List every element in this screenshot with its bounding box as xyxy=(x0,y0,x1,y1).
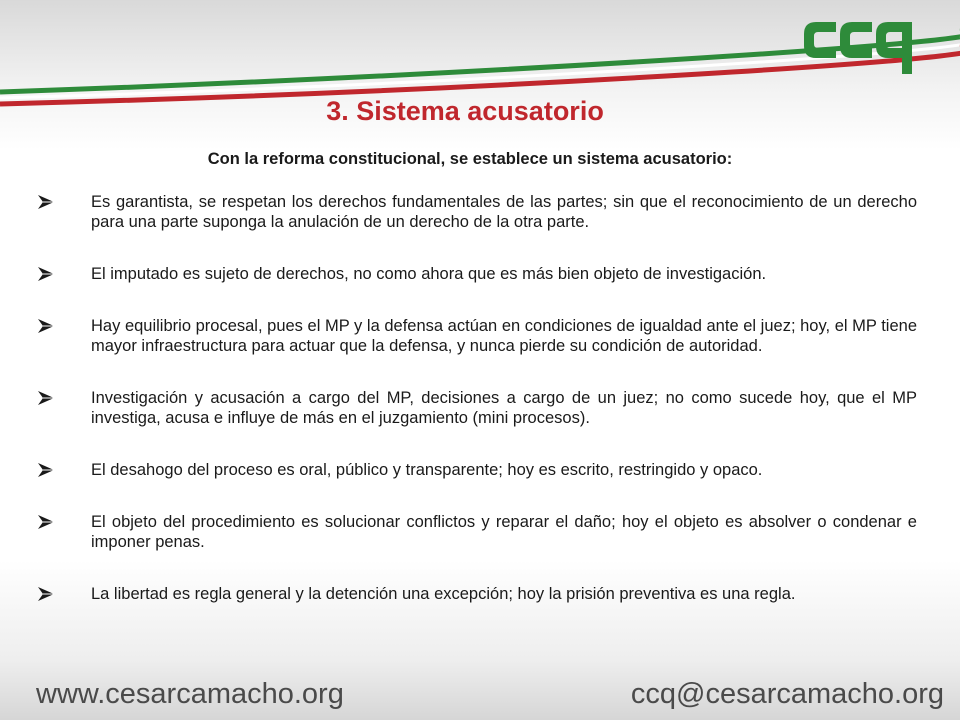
arrow-bullet-icon xyxy=(37,586,55,602)
bullet-item xyxy=(37,512,917,552)
slide-title: 3. Sistema acusatorio xyxy=(326,96,604,126)
bullet-item xyxy=(37,316,917,356)
bullet-item xyxy=(37,264,917,284)
ccq-logo xyxy=(802,14,920,76)
bullet-text: Hay equilibrio procesal, pues el MP y la defensa actúan en condiciones de igualdad ante el juez; hoy, el MP tiene mayor infraestructura para actuar que la defensa, y nunca pierde su condición de autoridad. xyxy=(91,317,917,355)
footer xyxy=(0,664,960,720)
bullet-text: El desahogo del proceso es oral, público y transparente; hoy es escrito, restringido y opaco. xyxy=(91,461,763,479)
bullet-item xyxy=(37,460,917,480)
slide-subtitle: Con la reforma constitucional, se establece un sistema acusatorio: xyxy=(207,150,733,168)
bullet-item xyxy=(37,388,917,428)
arrow-bullet-icon xyxy=(37,266,55,282)
arrow-bullet-icon xyxy=(37,194,55,210)
bullet-list xyxy=(37,192,917,636)
arrow-bullet-icon xyxy=(37,514,55,530)
email-link[interactable]: ccq@cesarcamacho.org xyxy=(630,678,944,710)
bullet-text: La libertad es regla general y la detención una excepción; hoy la prisión preventiva es una regla. xyxy=(91,585,796,603)
arrow-bullet-icon xyxy=(37,390,55,406)
arrow-bullet-icon xyxy=(37,462,55,478)
arrow-bullet-icon xyxy=(37,318,55,334)
bullet-text: El objeto del procedimiento es solucionar conflictos y reparar el daño; hoy el objeto es absolver o condenar e imponer penas. xyxy=(91,513,917,551)
bullet-text: Investigación y acusación a cargo del MP, decisiones a cargo de un juez; no como sucede hoy, que el MP investiga, acusa e influye de más en el juzgamiento (mini procesos). xyxy=(91,389,917,427)
website-link[interactable]: www.cesarcamacho.org xyxy=(36,678,344,710)
bullet-text: El imputado es sujeto de derechos, no como ahora que es más bien objeto de investigación. xyxy=(91,265,767,283)
bullet-item xyxy=(37,584,917,604)
bullet-text: Es garantista, se respetan los derechos fundamentales de las partes; sin que el reconocimiento de un derecho para una parte suponga la anulación de un derecho de la otra parte. xyxy=(91,193,917,231)
bullet-item xyxy=(37,192,917,232)
